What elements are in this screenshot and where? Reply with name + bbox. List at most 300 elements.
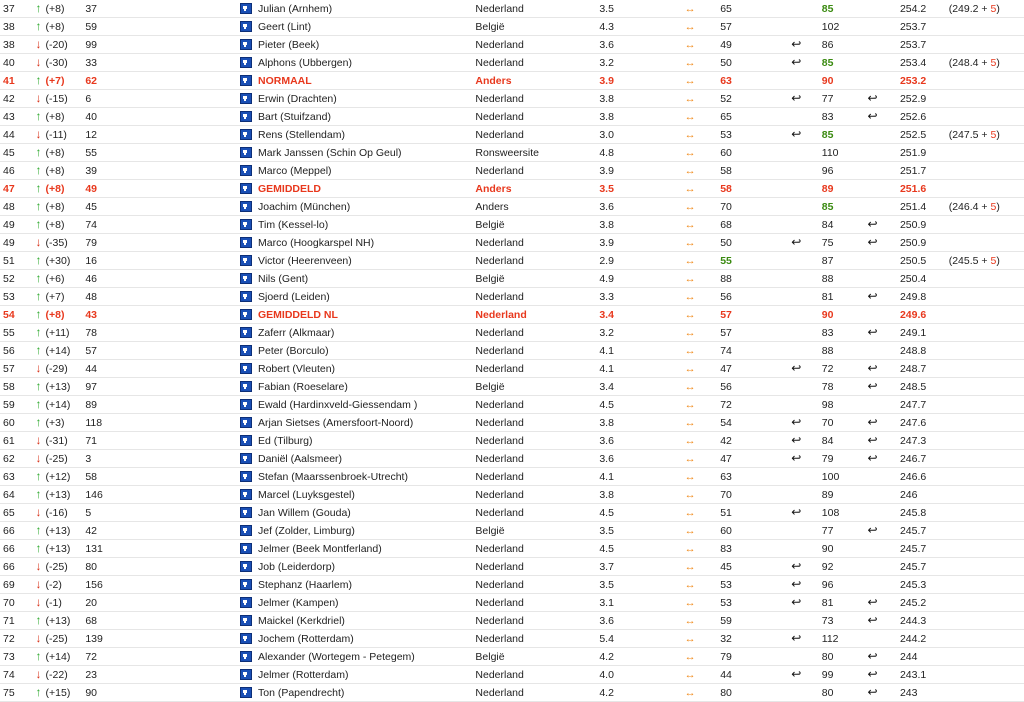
flag-cell[interactable] — [240, 684, 258, 702]
return1-cell — [791, 180, 821, 198]
total-cell — [900, 36, 949, 54]
table-row[interactable] — [0, 342, 1024, 360]
return1-cell — [791, 576, 821, 594]
flag-icon[interactable] — [240, 417, 252, 428]
player-name: Stefan (Maarssenbroek-Utrecht) — [258, 470, 408, 483]
table-row[interactable] — [0, 36, 1024, 54]
table-row[interactable] — [0, 396, 1024, 414]
flag-cell[interactable] — [240, 162, 258, 180]
table-row[interactable] — [0, 324, 1024, 342]
rank-cell — [0, 432, 34, 450]
table-row[interactable] — [0, 54, 1024, 72]
flag-icon[interactable] — [240, 381, 252, 392]
flag-icon[interactable] — [240, 201, 252, 212]
previous-rank-cell — [85, 252, 239, 270]
flag-cell[interactable] — [240, 18, 258, 36]
table-row[interactable] — [0, 612, 1024, 630]
flag-cell[interactable] — [240, 432, 258, 450]
arrow-up-icon: ↑ — [35, 253, 42, 267]
flag-cell[interactable] — [240, 648, 258, 666]
flag-icon[interactable] — [240, 561, 252, 572]
total-cell — [900, 270, 949, 288]
flag-cell[interactable] — [240, 198, 258, 216]
value2-cell — [720, 378, 791, 396]
move-cell — [34, 486, 86, 504]
score-value: 4.2 — [599, 650, 614, 663]
flag-cell[interactable] — [240, 522, 258, 540]
flag-icon[interactable] — [240, 651, 252, 662]
table-row[interactable] — [0, 522, 1024, 540]
table-row[interactable] — [0, 540, 1024, 558]
flag-cell[interactable] — [240, 216, 258, 234]
value-2: 58 — [720, 182, 732, 195]
previous-rank: 71 — [85, 434, 97, 447]
return1-cell — [791, 558, 821, 576]
country: Nederland — [475, 506, 524, 519]
flag-cell[interactable] — [240, 108, 258, 126]
note-cell — [949, 468, 1024, 486]
previous-rank-cell — [85, 450, 239, 468]
flag-cell[interactable] — [240, 396, 258, 414]
flag-cell[interactable] — [240, 540, 258, 558]
previous-rank: 90 — [85, 686, 97, 699]
note-cell — [949, 36, 1024, 54]
table-row[interactable] — [0, 414, 1024, 432]
move-cell — [34, 594, 86, 612]
rank-value: 51 — [3, 254, 15, 267]
return-arrow-icon: ↩ — [867, 235, 878, 249]
value2-cell — [720, 18, 791, 36]
table-row[interactable] — [0, 378, 1024, 396]
score-value: 3.2 — [599, 56, 614, 69]
flag-cell[interactable] — [240, 180, 258, 198]
value2-cell — [720, 324, 791, 342]
flag-icon[interactable] — [240, 579, 252, 590]
value-2: 50 — [720, 236, 732, 249]
score-cell — [599, 108, 684, 126]
move-value: (+15) — [45, 687, 71, 699]
lr-cell — [685, 648, 721, 666]
return-arrow-icon: ↩ — [867, 289, 878, 303]
flag-cell[interactable] — [240, 252, 258, 270]
flag-icon[interactable] — [240, 471, 252, 482]
return2-cell — [867, 468, 900, 486]
previous-rank: 59 — [85, 20, 97, 33]
score-value: 3.9 — [599, 74, 614, 87]
score-cell — [599, 198, 684, 216]
value-2: 57 — [720, 326, 732, 339]
player-name: Robert (Vleuten) — [258, 362, 336, 375]
table-row[interactable] — [0, 630, 1024, 648]
flag-icon[interactable] — [240, 615, 252, 626]
score-cell — [599, 360, 684, 378]
return1-cell — [791, 504, 821, 522]
flag-cell[interactable] — [240, 306, 258, 324]
value-2: 59 — [720, 614, 732, 627]
country: België — [475, 272, 505, 285]
value3-cell — [822, 252, 868, 270]
score-value: 3.8 — [599, 488, 614, 501]
move-cell — [34, 162, 86, 180]
rank-value: 73 — [3, 650, 15, 663]
table-row[interactable] — [0, 72, 1024, 90]
flag-cell[interactable] — [240, 90, 258, 108]
value3-cell — [822, 468, 868, 486]
table-row[interactable] — [0, 162, 1024, 180]
move-cell — [34, 684, 86, 702]
flag-cell[interactable] — [240, 72, 258, 90]
flag-cell[interactable] — [240, 270, 258, 288]
previous-rank: 49 — [85, 182, 97, 195]
flag-icon[interactable] — [240, 669, 252, 680]
total-cell — [900, 576, 949, 594]
flag-icon[interactable] — [240, 3, 252, 14]
return-arrow-icon: ↩ — [791, 667, 802, 681]
country: Nederland — [475, 56, 524, 69]
flag-cell[interactable] — [240, 576, 258, 594]
previous-rank: 39 — [85, 164, 97, 177]
lr-cell — [685, 432, 721, 450]
flag-icon[interactable] — [240, 345, 252, 356]
flag-icon[interactable] — [240, 75, 252, 86]
flag-icon[interactable] — [240, 435, 252, 446]
move-value: (+14) — [45, 651, 71, 663]
value-2: 57 — [720, 20, 732, 33]
country-cell — [475, 594, 599, 612]
total-cell — [900, 522, 949, 540]
rank-cell — [0, 486, 34, 504]
flag-icon[interactable] — [240, 453, 252, 464]
flag-cell[interactable] — [240, 612, 258, 630]
table-row[interactable] — [0, 360, 1024, 378]
value-2: 44 — [720, 668, 732, 681]
country-cell — [475, 324, 599, 342]
table-row[interactable] — [0, 486, 1024, 504]
total-cell — [900, 612, 949, 630]
previous-rank-cell — [85, 198, 239, 216]
move-value: (+13) — [45, 489, 71, 501]
flag-icon[interactable] — [240, 489, 252, 500]
flag-cell[interactable] — [240, 666, 258, 684]
rank-value: 66 — [3, 560, 15, 573]
value3-cell — [822, 54, 868, 72]
flag-icon[interactable] — [240, 327, 252, 338]
rank-value: 43 — [3, 110, 15, 123]
flag-icon[interactable] — [240, 219, 252, 230]
rank-value: 48 — [3, 200, 15, 213]
score-cell — [599, 540, 684, 558]
table-row[interactable] — [0, 450, 1024, 468]
player-name: GEMIDDELD — [258, 182, 321, 195]
note-cell — [949, 108, 1024, 126]
name-cell — [258, 252, 475, 270]
left-right-arrow-icon: ↔ — [684, 686, 696, 699]
country-cell — [475, 108, 599, 126]
note-cell — [949, 576, 1024, 594]
rank-cell — [0, 288, 34, 306]
flag-icon[interactable] — [240, 237, 252, 248]
score-value: 3.5 — [599, 2, 614, 15]
flag-cell[interactable] — [240, 0, 258, 18]
lr-cell — [685, 162, 721, 180]
country-cell — [475, 396, 599, 414]
note-cell — [949, 72, 1024, 90]
previous-rank-cell — [85, 54, 239, 72]
rank-cell — [0, 126, 34, 144]
flag-cell[interactable] — [240, 504, 258, 522]
left-right-arrow-icon: ↔ — [684, 416, 696, 429]
rank-cell — [0, 468, 34, 486]
score-cell — [599, 378, 684, 396]
value-3: 84 — [821, 434, 834, 447]
table-row[interactable] — [0, 144, 1024, 162]
rank-cell — [0, 144, 34, 162]
value-3: 70 — [821, 416, 834, 429]
flag-cell[interactable] — [240, 468, 258, 486]
table-row[interactable] — [0, 18, 1024, 36]
country: Anders — [475, 74, 512, 87]
flag-cell[interactable] — [240, 54, 258, 72]
return-arrow-icon: ↩ — [867, 685, 878, 699]
table-row[interactable] — [0, 504, 1024, 522]
flag-icon[interactable] — [240, 165, 252, 176]
value-2: 42 — [720, 434, 732, 447]
score-cell — [599, 162, 684, 180]
return2-cell — [867, 36, 900, 54]
flag-cell[interactable] — [240, 558, 258, 576]
table-row[interactable] — [0, 180, 1024, 198]
player-name: Marcel (Luyksgestel) — [258, 488, 355, 501]
left-right-arrow-icon: ↔ — [684, 254, 696, 267]
flag-icon[interactable] — [240, 525, 252, 536]
flag-icon[interactable] — [240, 399, 252, 410]
return2-cell — [867, 126, 900, 144]
table-row[interactable] — [0, 0, 1024, 18]
total-cell — [900, 306, 949, 324]
return1-cell — [791, 666, 821, 684]
flag-icon[interactable] — [240, 57, 252, 68]
flag-cell[interactable] — [240, 234, 258, 252]
move-value: (-30) — [45, 57, 68, 69]
country: België — [475, 218, 505, 231]
value-2: 57 — [720, 308, 732, 321]
rank-cell — [0, 504, 34, 522]
value2-cell — [720, 594, 791, 612]
move-value: (+8) — [45, 219, 65, 231]
country-cell — [475, 90, 599, 108]
arrow-down-icon: ↓ — [35, 127, 42, 141]
total-score: 254.2 — [899, 2, 927, 15]
flag-icon[interactable] — [240, 39, 252, 50]
arrow-up-icon: ↑ — [35, 217, 42, 231]
return2-cell — [867, 540, 900, 558]
return1-cell — [791, 450, 821, 468]
country: Nederland — [475, 362, 524, 375]
arrow-up-icon: ↑ — [35, 397, 42, 411]
flag-cell[interactable] — [240, 342, 258, 360]
previous-rank: 40 — [85, 110, 97, 123]
table-row[interactable] — [0, 90, 1024, 108]
score-cell — [599, 450, 684, 468]
left-right-arrow-icon: ↔ — [684, 74, 696, 87]
arrow-up-icon: ↑ — [35, 685, 42, 699]
value-2: 68 — [720, 218, 732, 231]
return1-cell — [791, 468, 821, 486]
country: Nederland — [475, 560, 524, 573]
table-row[interactable] — [0, 216, 1024, 234]
value3-cell — [822, 540, 868, 558]
rank-cell — [0, 270, 34, 288]
table-row[interactable] — [0, 594, 1024, 612]
value2-cell — [720, 612, 791, 630]
table-row[interactable] — [0, 576, 1024, 594]
total-cell — [900, 648, 949, 666]
flag-icon[interactable] — [240, 147, 252, 158]
value2-cell — [720, 342, 791, 360]
value3-cell — [822, 486, 868, 504]
return2-cell — [867, 342, 900, 360]
flag-icon[interactable] — [240, 93, 252, 104]
return1-cell — [791, 216, 821, 234]
value-3: 81 — [821, 596, 834, 609]
rank-value: 70 — [3, 596, 15, 609]
flag-icon[interactable] — [240, 255, 252, 266]
country: Ronsweersite — [475, 146, 540, 159]
flag-icon[interactable] — [240, 687, 252, 698]
total-score: 252.9 — [899, 92, 927, 105]
table-row[interactable] — [0, 558, 1024, 576]
left-right-arrow-icon: ↔ — [684, 578, 696, 591]
previous-rank-cell — [85, 90, 239, 108]
value2-cell — [720, 108, 791, 126]
note-cell — [949, 540, 1024, 558]
move-cell — [34, 234, 86, 252]
country-cell — [475, 432, 599, 450]
flag-icon[interactable] — [240, 507, 252, 518]
value-2: 47 — [720, 452, 732, 465]
rank-cell — [0, 396, 34, 414]
flag-cell[interactable] — [240, 450, 258, 468]
note-cell — [949, 342, 1024, 360]
rank-cell — [0, 558, 34, 576]
total-cell — [900, 360, 949, 378]
score-cell — [599, 306, 684, 324]
total-score: 249.1 — [899, 326, 927, 339]
player-name: Julian (Arnhem) — [258, 2, 333, 15]
table-row[interactable] — [0, 288, 1024, 306]
score-value: 3.7 — [599, 560, 614, 573]
note-cell — [949, 288, 1024, 306]
previous-rank-cell — [85, 0, 239, 18]
return-arrow-icon: ↩ — [867, 667, 878, 681]
flag-icon[interactable] — [240, 111, 252, 122]
country: België — [475, 380, 505, 393]
flag-cell[interactable] — [240, 486, 258, 504]
value-3: 88 — [821, 344, 834, 357]
table-row[interactable] — [0, 198, 1024, 216]
previous-rank-cell — [85, 396, 239, 414]
table-row[interactable] — [0, 270, 1024, 288]
flag-cell[interactable] — [240, 594, 258, 612]
arrow-up-icon: ↑ — [35, 307, 42, 321]
value2-cell — [720, 666, 791, 684]
table-row[interactable] — [0, 432, 1024, 450]
total-score: 245.7 — [899, 542, 927, 555]
total-cell — [900, 396, 949, 414]
name-cell — [258, 648, 475, 666]
flag-icon[interactable] — [240, 21, 252, 32]
table-row[interactable] — [0, 306, 1024, 324]
move-cell — [34, 288, 86, 306]
return2-cell — [867, 162, 900, 180]
table-row[interactable] — [0, 648, 1024, 666]
value3-cell — [822, 612, 868, 630]
flag-cell[interactable] — [240, 126, 258, 144]
move-cell — [34, 72, 86, 90]
table-row[interactable] — [0, 468, 1024, 486]
flag-icon[interactable] — [240, 633, 252, 644]
move-value: (+8) — [45, 3, 65, 15]
total-score: 247.6 — [899, 416, 927, 429]
flag-icon[interactable] — [240, 543, 252, 554]
player-name: Mark Janssen (Schin Op Geul) — [258, 146, 402, 159]
name-cell — [258, 378, 475, 396]
score-cell — [599, 468, 684, 486]
rank-value: 53 — [3, 290, 15, 303]
left-right-arrow-icon: ↔ — [684, 38, 696, 51]
flag-cell[interactable] — [240, 360, 258, 378]
flag-cell[interactable] — [240, 414, 258, 432]
table-row[interactable] — [0, 108, 1024, 126]
value-2: 72 — [720, 398, 732, 411]
move-value: (+11) — [45, 327, 70, 339]
flag-cell[interactable] — [240, 324, 258, 342]
flag-cell[interactable] — [240, 36, 258, 54]
flag-cell[interactable] — [240, 144, 258, 162]
previous-rank-cell — [85, 576, 239, 594]
previous-rank: 33 — [85, 56, 97, 69]
move-value: (+8) — [45, 201, 65, 213]
value-3: 102 — [821, 20, 840, 33]
country: Nederland — [475, 110, 524, 123]
flag-cell[interactable] — [240, 378, 258, 396]
flag-icon[interactable] — [240, 597, 252, 608]
return2-cell — [867, 360, 900, 378]
score-value: 4.5 — [599, 542, 614, 555]
flag-icon[interactable] — [240, 363, 252, 374]
country-cell — [475, 486, 599, 504]
table-row[interactable] — [0, 666, 1024, 684]
return1-cell — [791, 414, 821, 432]
flag-icon[interactable] — [240, 309, 252, 320]
name-cell — [258, 144, 475, 162]
player-name: Alphons (Ubbergen) — [258, 56, 352, 69]
flag-icon[interactable] — [240, 273, 252, 284]
return2-cell — [867, 648, 900, 666]
table-row[interactable] — [0, 126, 1024, 144]
flag-icon[interactable] — [240, 291, 252, 302]
flag-icon[interactable] — [240, 183, 252, 194]
return-arrow-icon: ↩ — [791, 361, 802, 375]
table-row[interactable] — [0, 252, 1024, 270]
return-arrow-icon: ↩ — [867, 595, 878, 609]
previous-rank: 139 — [85, 632, 103, 645]
flag-icon[interactable] — [240, 129, 252, 140]
flag-cell[interactable] — [240, 288, 258, 306]
table-row[interactable] — [0, 234, 1024, 252]
table-row[interactable] — [0, 684, 1024, 702]
flag-cell[interactable] — [240, 630, 258, 648]
